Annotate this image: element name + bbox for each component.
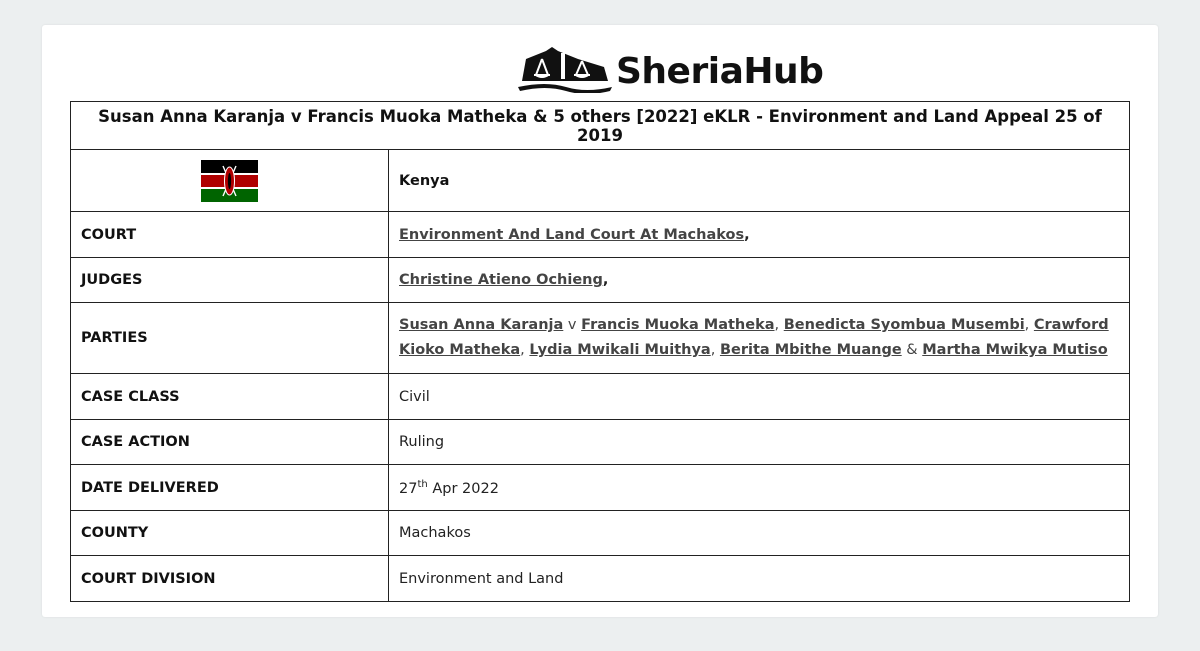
party-separator: ,: [1024, 317, 1034, 333]
parties-row: [71, 303, 1130, 374]
county-value: Machakos: [389, 511, 1130, 556]
case-details-table: [70, 101, 1130, 602]
division-label: COURT DIVISION: [71, 556, 389, 602]
date-row: [71, 465, 1130, 511]
court-row: [71, 212, 1130, 258]
scales-of-justice-icon: [516, 45, 614, 93]
party-link[interactable]: Berita Mbithe Muange: [719, 342, 902, 358]
party-link[interactable]: Susan Anna Karanja: [399, 317, 564, 333]
date-suffix: th: [417, 478, 428, 490]
ampersand-text: &: [901, 342, 923, 358]
court-separator: ,: [744, 226, 750, 243]
judge-separator: ,: [602, 272, 609, 288]
party-link[interactable]: Benedicta Syombua Musembi: [783, 317, 1025, 333]
case-action-row: [71, 420, 1130, 465]
judge-link[interactable]: Christine Atieno Ochieng: [399, 272, 603, 288]
party-separator: ,: [520, 342, 530, 358]
country-row: [71, 150, 1130, 212]
case-class-label: CASE CLASS: [71, 374, 389, 420]
case-class-row: [71, 374, 1130, 420]
judges-row: [71, 258, 1130, 303]
division-value: Environment and Land: [389, 556, 1130, 602]
title-row: [71, 102, 1130, 150]
court-value: [389, 212, 1130, 258]
flag-cell: [71, 150, 389, 212]
court-label: COURT: [71, 212, 389, 258]
date-day: 27: [399, 480, 418, 497]
county-label: COUNTY: [71, 511, 389, 556]
case-title: Susan Anna Karanja v Francis Muoka Matheka & 5 others [2022] eKLR - Environment and Land Appeal 25 of 2019: [71, 102, 1130, 150]
party-link[interactable]: Crawford Kioko Matheka: [399, 317, 1109, 358]
party-separator: ,: [774, 317, 784, 333]
date-label: DATE DELIVERED: [71, 465, 389, 511]
party-link[interactable]: Francis Muoka Matheka: [581, 317, 775, 333]
date-rest: Apr 2022: [427, 480, 499, 497]
country-name: Kenya: [389, 150, 1130, 212]
division-row: [71, 556, 1130, 602]
versus-text: v: [563, 317, 582, 333]
court-link[interactable]: Environment And Land Court At Machakos: [399, 226, 745, 243]
brand-name: SheriaHub: [616, 50, 824, 92]
party-link[interactable]: Lydia Mwikali Muithya: [529, 342, 711, 358]
case-class-value: Civil: [389, 374, 1130, 420]
judges-label: JUDGES: [71, 258, 389, 303]
parties-label: PARTIES: [71, 303, 389, 374]
parties-value: [389, 303, 1130, 374]
date-value: [389, 465, 1130, 511]
kenya-flag-icon: [201, 160, 258, 202]
county-row: [71, 511, 1130, 556]
case-action-label: CASE ACTION: [71, 420, 389, 465]
judges-value: [389, 258, 1130, 303]
sheriahub-logo[interactable]: [516, 44, 823, 94]
party-separator: ,: [710, 342, 720, 358]
party-link[interactable]: Martha Mwikya Mutiso: [922, 342, 1108, 358]
case-action-value: Ruling: [389, 420, 1130, 465]
